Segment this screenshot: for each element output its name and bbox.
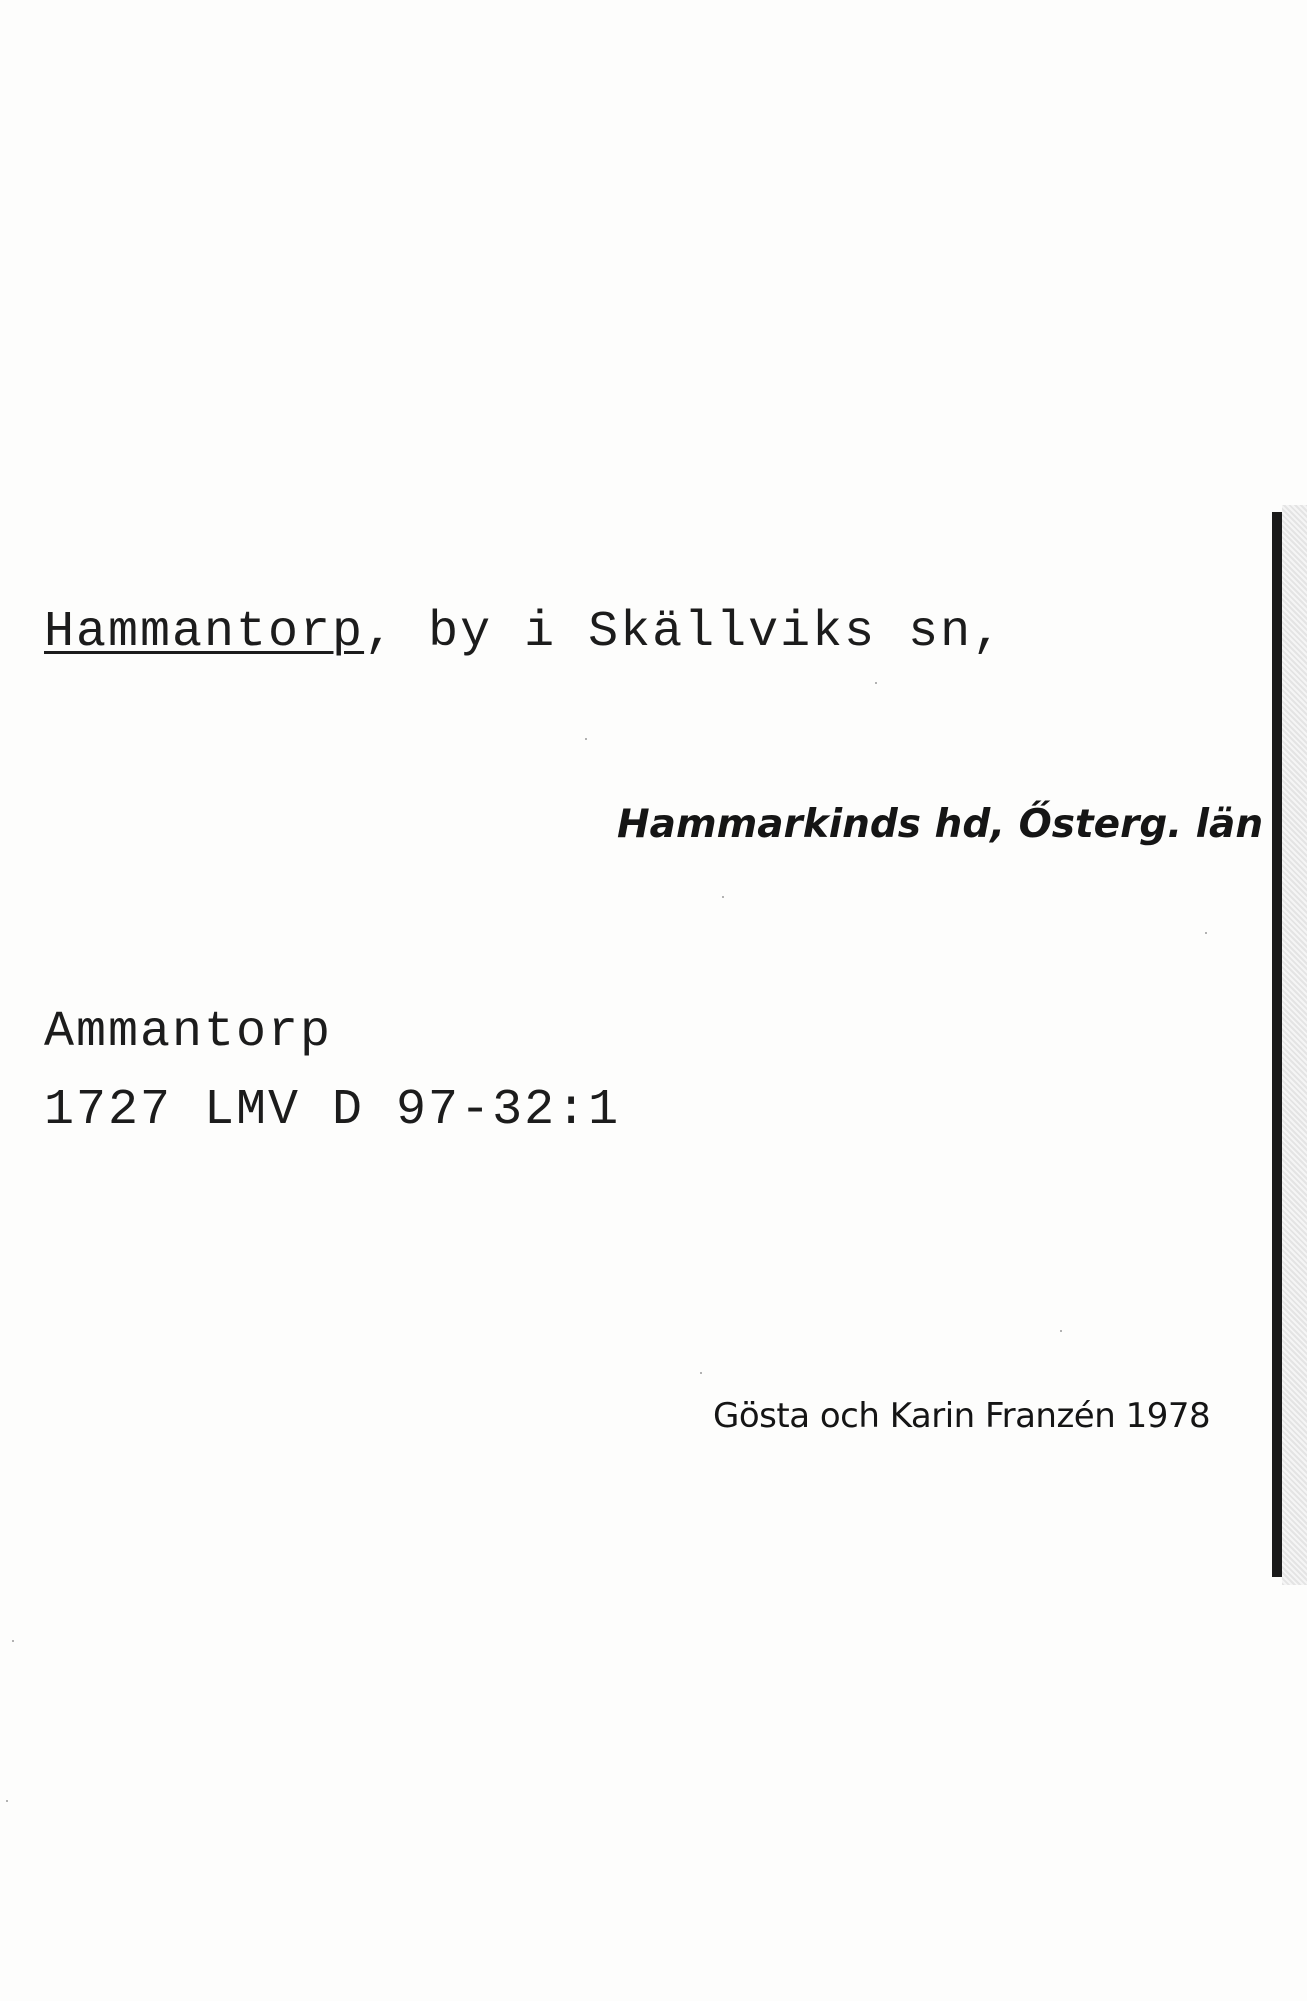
paper-speck — [1060, 1330, 1062, 1332]
paper-speck — [700, 1372, 702, 1374]
card-edge-texture — [1282, 505, 1307, 1585]
paper-speck — [1205, 932, 1207, 934]
district-stamp: Hammarkinds hd, Ősterg. län — [617, 802, 1264, 847]
paper-speck — [12, 1640, 14, 1642]
card-heading — [44, 604, 1004, 661]
collector-credit: Gösta och Karin Franzén 1978 — [713, 1396, 1211, 1436]
source-reference: 1727 LMV D 97-32:1 — [44, 1082, 621, 1139]
variant-form: Ammantorp — [44, 1004, 333, 1061]
paper-speck — [585, 738, 587, 740]
card-edge-bar — [1272, 512, 1282, 1577]
place-name-headword: Hammantorp — [44, 604, 365, 661]
paper-speck — [6, 1800, 8, 1802]
paper-speck — [722, 896, 724, 898]
place-description: , by i Skällviks sn, — [364, 604, 1005, 661]
paper-speck — [875, 682, 877, 684]
